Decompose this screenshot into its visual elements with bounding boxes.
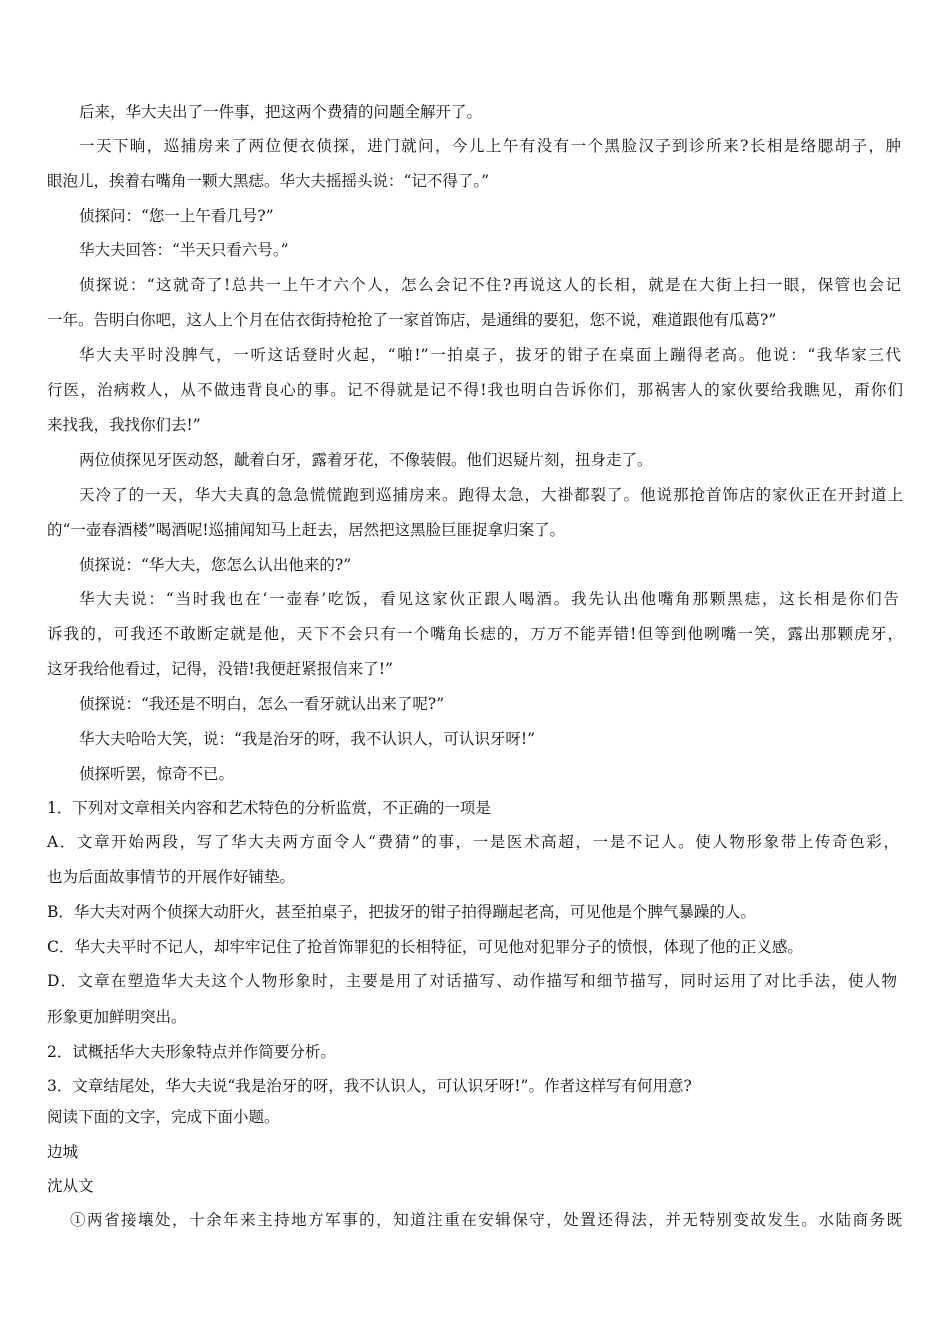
story-paragraph-2-line-2: 眼泡儿，挨着右嘴角一颗大黑痣。华大夫摇摇头说：“记不得了。”: [47, 172, 490, 190]
story-paragraph-8-line-2: 的“一壶春酒楼”喝酒呢!巡捕闻知马上赶去，居然把这黑脸巨匪捉拿归案了。: [47, 521, 566, 539]
story-paragraph-3: 侦探问：“您一上午看几号?”: [79, 207, 274, 225]
story-paragraph-10-line-1: 华大夫说：“当时我也在‘一壶春’吃饭，看见这家伙正跟人喝酒。我先认出他嘴角那颗黑痣，这长相是你们告: [79, 590, 899, 608]
story-paragraph-4: 华大夫回答：“半天只看六号。”: [79, 241, 289, 259]
question-3: 3．文章结尾处，华大夫说“我是治牙的呀，我不认识人，可认识牙呀!”。作者这样写有何用意?: [47, 1077, 692, 1095]
story-paragraph-6-line-3: 来找我，我找你们去!”: [47, 416, 201, 434]
question-1-option-a-line-1: A．文章开始两段，写了华大夫两方面令人“费猜”的事，一是医术高超，一是不记人。使人物形象带上传奇色彩，: [47, 833, 899, 851]
story-paragraph-1: 后来，华大夫出了一件事，把这两个费猜的问题全解开了。: [79, 103, 483, 121]
story-paragraph-13: 侦探听罢，惊奇不已。: [79, 765, 235, 783]
story-paragraph-11: 侦探说：“我还是不明白，怎么一看牙就认出来了呢?”: [79, 695, 445, 713]
question-1-option-d-line-2: 形象更加鲜明突出。: [47, 1008, 187, 1026]
passage-paragraph-1-line-1: ①两省接壤处，十余年来主持地方军事的，知道注重在安辑保守，处置还得法，并无特别变故发生。水陆商务既: [70, 1211, 902, 1229]
question-1-option-d-line-1: D．文章在塑造华大夫这个人物形象时，主要是用了对话描写、动作描写和细节描写，同时运用了对比手法，使人物: [47, 972, 897, 990]
story-paragraph-9: 侦探说：“华大夫，您怎么认出他来的?”: [79, 556, 352, 574]
question-1-option-b: B．华大夫对两个侦探大动肝火，甚至拍桌子，把拔牙的钳子拍得蹦起老高，可见他是个脾气暴躁的人。: [47, 903, 756, 921]
question-1-option-c: C．华大夫平时不记人，却牢牢记住了抢首饰罪犯的长相特征，可见他对犯罪分子的愤恨，体现了他的正义感。: [47, 938, 803, 956]
story-paragraph-6-line-1: 华大夫平时没脾气，一听这话登时火起，“啪!”一拍桌子，拔牙的钳子在桌面上蹦得老高。他说：“我华家三代: [79, 346, 901, 364]
story-paragraph-5-line-2: 一年。告明白你吧，这人上个月在估衣街持枪抢了一家首饰店，是通缉的要犯，您不说，难道跟他有瓜葛?”: [47, 311, 777, 329]
passage-title: 边城: [47, 1143, 79, 1161]
question-1-option-a-line-2: 也为后面故事情节的开展作好铺垫。: [47, 868, 296, 886]
question-1: 1．下列对文章相关内容和艺术特色的分析监赏，不正确的一项是: [47, 799, 491, 817]
story-paragraph-10-line-3: 这牙我给他看过，记得，没错!我便赶紧报信来了!”: [47, 660, 393, 678]
story-paragraph-5-line-1: 侦探说：“这就奇了!总共一上午才六个人，怎么会记不住?再说这人的长相，就是在大街上扫一眼，保管也会记: [79, 276, 901, 294]
passage-author: 沈从文: [47, 1177, 94, 1195]
story-paragraph-10-line-2: 诉我的，可我还不敢断定就是他，天下不会只有一个嘴角长痣的，万万不能弄错!但等到他咧嘴一笑，露出那颗虎牙，: [47, 625, 903, 643]
story-paragraph-2-line-1: 一天下晌，巡捕房来了两位便衣侦探，进门就问，今儿上午有没有一个黑脸汉子到诊所来?长相是络腮胡子，肿: [79, 137, 901, 155]
story-paragraph-8-line-1: 天冷了的一天，华大夫真的急急慌慌跑到巡捕房来。跑得太急，大褂都裂了。他说那抢首饰店的家伙正在开封道上: [79, 486, 903, 504]
story-paragraph-12: 华大夫哈哈大笑，说：“我是治牙的呀，我不认识人，可认识牙呀!”: [79, 730, 536, 748]
story-paragraph-6-line-2: 行医，治病救人，从不做违背良心的事。记不得就是记不得!我也明白告诉你们，那祸害人的家伙要给我瞧见，甭你们: [47, 381, 903, 399]
reading-instruction: 阅读下面的文字，完成下面小题。: [47, 1108, 280, 1126]
story-paragraph-7: 两位侦探见牙医动怒，龇着白牙，露着牙花，不像装假。他们迟疑片刻，扭身走了。: [79, 451, 653, 469]
question-2: 2．试概括华大夫形象特点并作简要分析。: [47, 1043, 336, 1061]
